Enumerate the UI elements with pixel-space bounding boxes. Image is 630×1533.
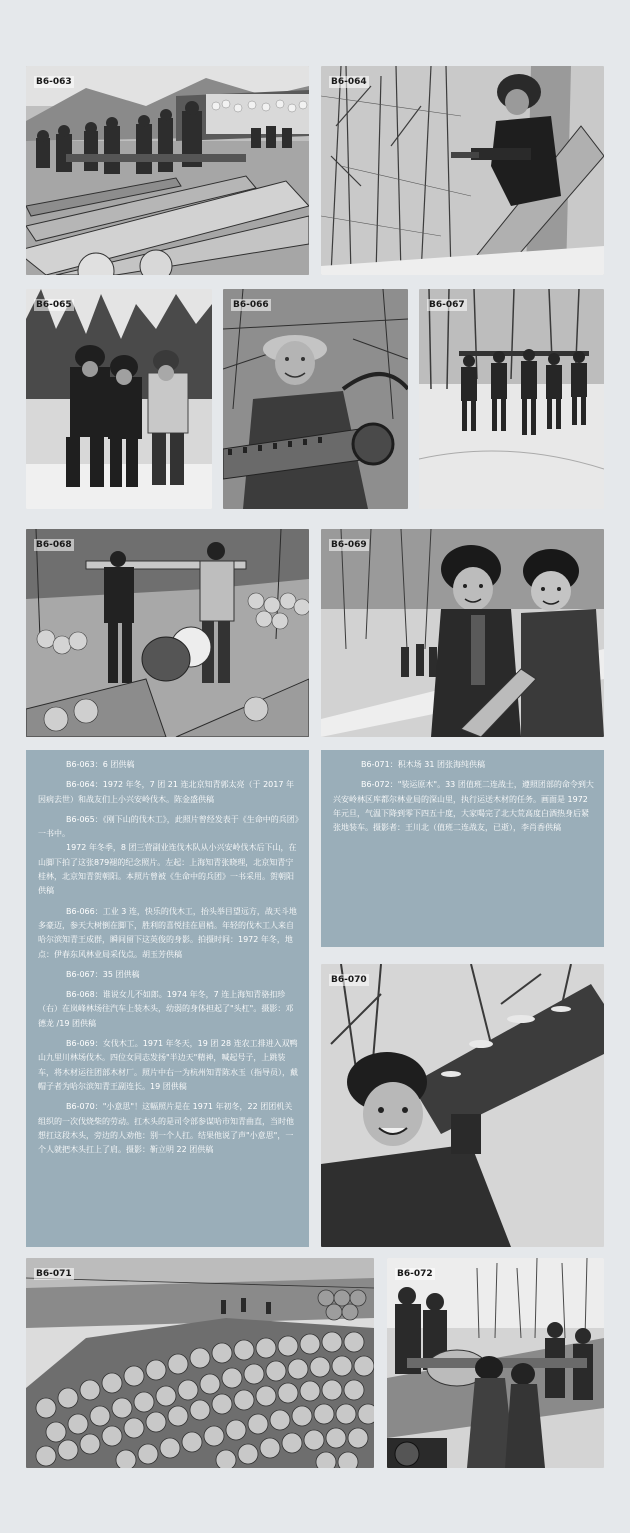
photo-b6-069-image [321, 529, 604, 737]
photo-b6-065-label: B6-065 [36, 300, 72, 310]
photo-b6-072 [387, 1258, 604, 1468]
photo-b6-070-image [321, 964, 604, 1247]
caption-b6-066: B6-066：工业 3 连，快乐的伐木工，抬头举目望远方，战天斗地多豪迈，参天大树倒在脚下，胜利的喜悦挂在眉梢。年轻的伐木工人来自哈尔滨知青王成群，瞬间留下这英俊的身影。拍摄时间：1972 年冬，地点：伊春东风林业局采伐点。胡玉芳供稿 [38, 906, 297, 959]
photo-b6-065-image [26, 289, 212, 509]
caption-b6-068: B6-068：谁说女儿不如郎。1974 年冬，7 连上海知青骆扣珍（右）在岚峰林场往汽车上装木头，幼弱的身体担起了"头杠"。摄影：邓德龙 /19 团供稿 [38, 990, 294, 1028]
photo-b6-067-image [419, 289, 604, 509]
photo-b6-072-image [387, 1258, 604, 1468]
caption-b6-070: B6-070："小意思"！这幅照片是在 1971 年初冬，22 团团机关组织的一次伐烧柴的劳动。扛木头的是司令部参谋哈市知青曲直，当时他想扛这段木头，旁边的人劝他：别一个人扛。结果他说了声"小意思"，一个人就把木头扛上了肩。摄影：靳立明 22 团供稿 [38, 1102, 294, 1155]
photo-b6-064 [321, 66, 604, 275]
photo-b6-070 [321, 964, 604, 1247]
photo-b6-071-label: B6-071 [36, 1269, 72, 1279]
photo-b6-066 [223, 289, 408, 509]
photo-b6-063-image [26, 66, 309, 275]
photo-b6-068-image [26, 529, 309, 737]
photo-b6-066-label: B6-066 [233, 300, 269, 310]
photo-b6-069 [321, 529, 604, 737]
photo-b6-067-label: B6-067 [429, 300, 465, 310]
photo-b6-066-image [223, 289, 408, 509]
photo-b6-070-label: B6-070 [331, 975, 367, 985]
photo-b6-063 [26, 66, 309, 275]
photo-b6-068 [26, 529, 309, 737]
photo-b6-064-label: B6-064 [331, 77, 367, 87]
photo-b6-069-label: B6-069 [331, 540, 367, 550]
photo-b6-067 [419, 289, 604, 509]
photo-b6-064-image [321, 66, 604, 275]
caption-b6-071: B6-071：积木场 31 团张海纯供稿 [361, 760, 485, 769]
caption-b6-063: B6-063：6 团供稿 [66, 760, 135, 769]
photo-b6-071-image [26, 1258, 374, 1468]
caption-b6-065: B6-065：《刚下山的伐木工》，此照片曾经发表于《生命中的兵团》一书中。 [38, 814, 299, 839]
caption-panel-left [26, 750, 309, 1247]
photo-b6-072-label: B6-072 [397, 1269, 433, 1279]
photo-b6-068-label: B6-068 [36, 540, 72, 550]
caption-b6-072: B6-072："装运原木"。33 团值班二连战士，遵照团部的命令到大兴安岭林区库都尔林业局的深山里，执行运送木材的任务。画面是 1972 年元旦，气温下降到零下四五十度，大家喝完了北大荒高度白酒热身后紧张地装车。摄影者：王川北（值班二连战友，已逝），李肖香供稿 [333, 780, 594, 833]
caption-b6-067: B6-067：35 团供稿 [66, 969, 140, 979]
caption-b6-069: B6-069：女伐木工。1971 年冬天，19 团 28 连农工排进入双鸭山九里川林场伐木。四位女同志发扬"半边天"精神，喊起号子，上跳装车，将木材运往团部木材厂。照片中右一为杭州知青陈水玉（指导员），戴帽子者为哈尔滨知青王副连长。19 团供稿 [38, 1039, 298, 1091]
caption-b6-065-detail: 1972 年冬季，8 团三营副业连伐木队从小兴安岭伐木后下山，在山脚下拍了这张879褪的纪念照片。左起：上海知青张晓理，北京知青宁桂林，北京知青贺朝阳。本照片曾被《生命中的兵团》一书采用。贺朝阳供稿 [38, 843, 297, 896]
photo-b6-065 [26, 289, 212, 509]
photo-b6-063-label: B6-063 [36, 77, 72, 87]
caption-b6-064: B6-064：1972 年冬，7 团 21 连北京知青郭太亮（于 2017 年因病去世）和战友们上小兴安岭伐木。陈金盛供稿 [38, 780, 294, 804]
caption-panel-right [321, 750, 604, 947]
photo-b6-071 [26, 1258, 374, 1468]
